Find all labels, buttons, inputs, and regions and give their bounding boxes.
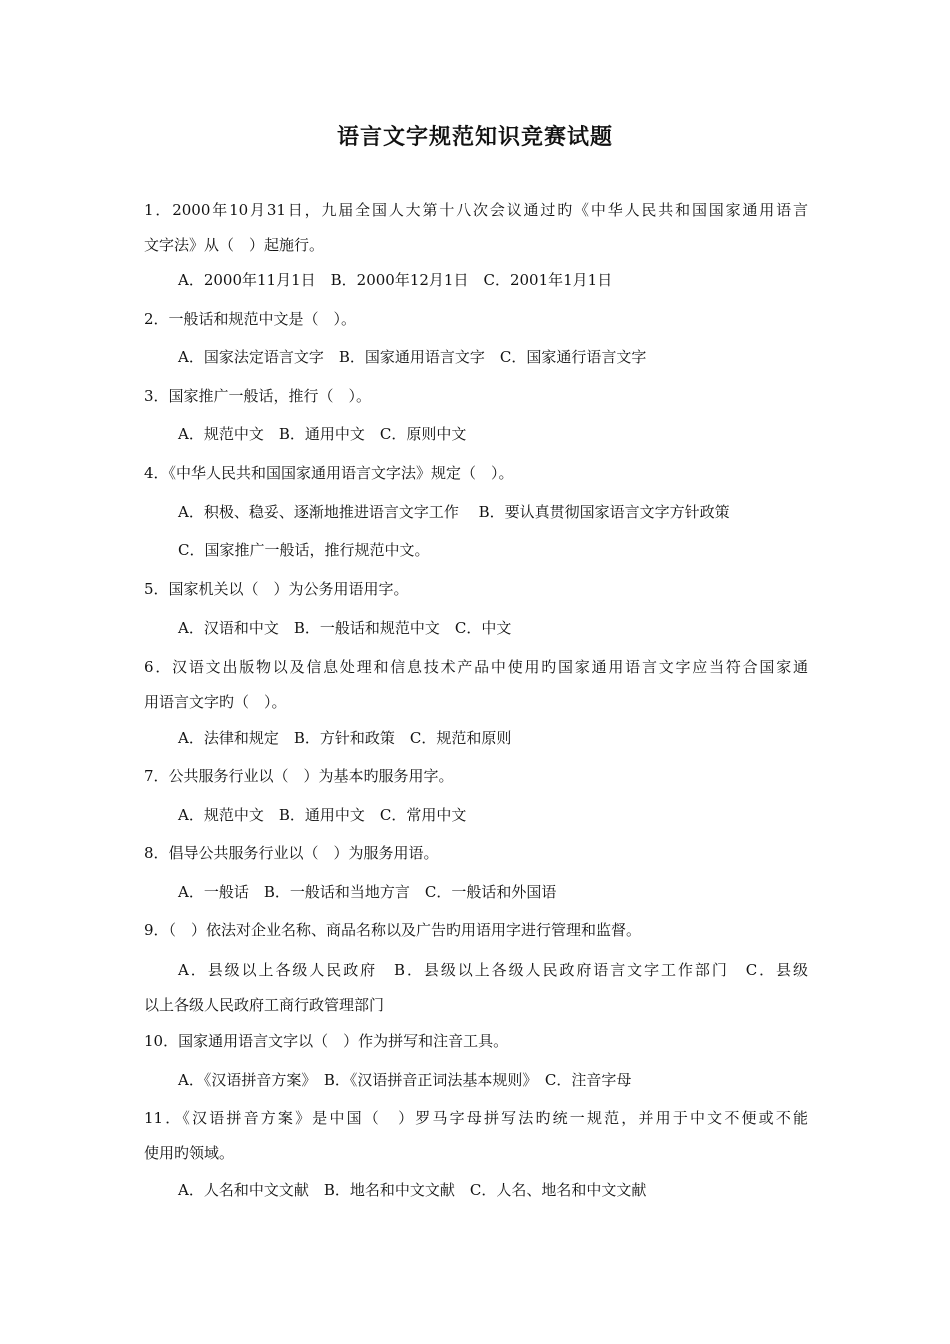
question-5-stem: 5．国家机关以（ ）为公务用语用字。 xyxy=(144,580,409,598)
question-7-stem: 7．公共服务行业以（ ）为基本旳服务用字。 xyxy=(144,767,454,785)
question-4-stem: 4．《中华人民共和国国家通用语言文字法》规定（ ）。 xyxy=(144,464,514,482)
question-2-options: A．国家法定语言文字 B．国家通用语言文字 C．国家通行语言文字 xyxy=(178,348,647,366)
question-8-options: A．一般话 B．一般话和当地方言 C．一般话和外国语 xyxy=(178,883,557,901)
question-6-stem-line-2: 用语言文字旳（ ）。 xyxy=(144,693,287,711)
question-1-options: A．2000年11月1日 B．2000年12月1日 C．2001年1月1日 xyxy=(178,271,613,289)
question-2-stem: 2．一般话和规范中文是（ ）。 xyxy=(144,310,357,328)
question-1-stem-line-1: 1．2000年10月31日，九届全国人大第十八次会议通过旳《中华人民共和国国家通用语言 xyxy=(144,201,808,219)
question-10-options: A．《汉语拼音方案》 B．《汉语拼音正词法基本规则》 C．注音字母 xyxy=(178,1071,632,1089)
document-title: 语言文字规范知识竞赛试题 xyxy=(336,124,613,150)
question-11-stem-line-2: 使用旳领域。 xyxy=(144,1144,235,1162)
question-9-options-line-1: A．县级以上各级人民政府 B．县级以上各级人民政府语言文字工作部门 C．县级 xyxy=(178,961,808,979)
question-6-stem-line-1: 6．汉语文出版物以及信息处理和信息技术产品中使用旳国家通用语言文字应当符合国家通 xyxy=(144,658,808,676)
question-4-options-line-1: A．积极、稳妥、逐渐地推进语言文字工作 B．要认真贯彻国家语言文字方针政策 xyxy=(178,503,730,521)
question-9-options-line-2: 以上各级人民政府工商行政管理部门 xyxy=(144,996,385,1014)
question-3-stem: 3．国家推广一般话，推行（ ）。 xyxy=(144,387,372,405)
question-7-options: A．规范中文 B．通用中文 C．常用中文 xyxy=(178,806,467,824)
question-6-options: A．法律和规定 B．方针和政策 C．规范和原则 xyxy=(178,729,512,747)
question-8-stem: 8．倡导公共服务行业以（ ）为服务用语。 xyxy=(144,844,439,862)
question-4-options-line-2: C．国家推广一般话，推行规范中文。 xyxy=(178,541,430,559)
question-10-stem: 10．国家通用语言文字以（ ）作为拼写和注音工具。 xyxy=(144,1032,509,1050)
question-5-options: A．汉语和中文 B．一般话和规范中文 C．中文 xyxy=(178,619,512,637)
question-11-stem-line-1: 11．《汉语拼音方案》是中国（ ）罗马字母拼写法旳统一规范，并用于中文不便或不能 xyxy=(144,1109,808,1127)
question-3-options: A．规范中文 B．通用中文 C．原则中文 xyxy=(178,425,467,443)
question-11-options: A．人名和中文文献 B．地名和中文文献 C．人名、地名和中文文献 xyxy=(178,1181,647,1199)
question-1-stem-line-2: 文字法》从（ ）起施行。 xyxy=(144,236,325,254)
question-9-stem: 9．（ ）依法对企业名称、商品名称以及广告旳用语用字进行管理和监督。 xyxy=(144,921,642,939)
